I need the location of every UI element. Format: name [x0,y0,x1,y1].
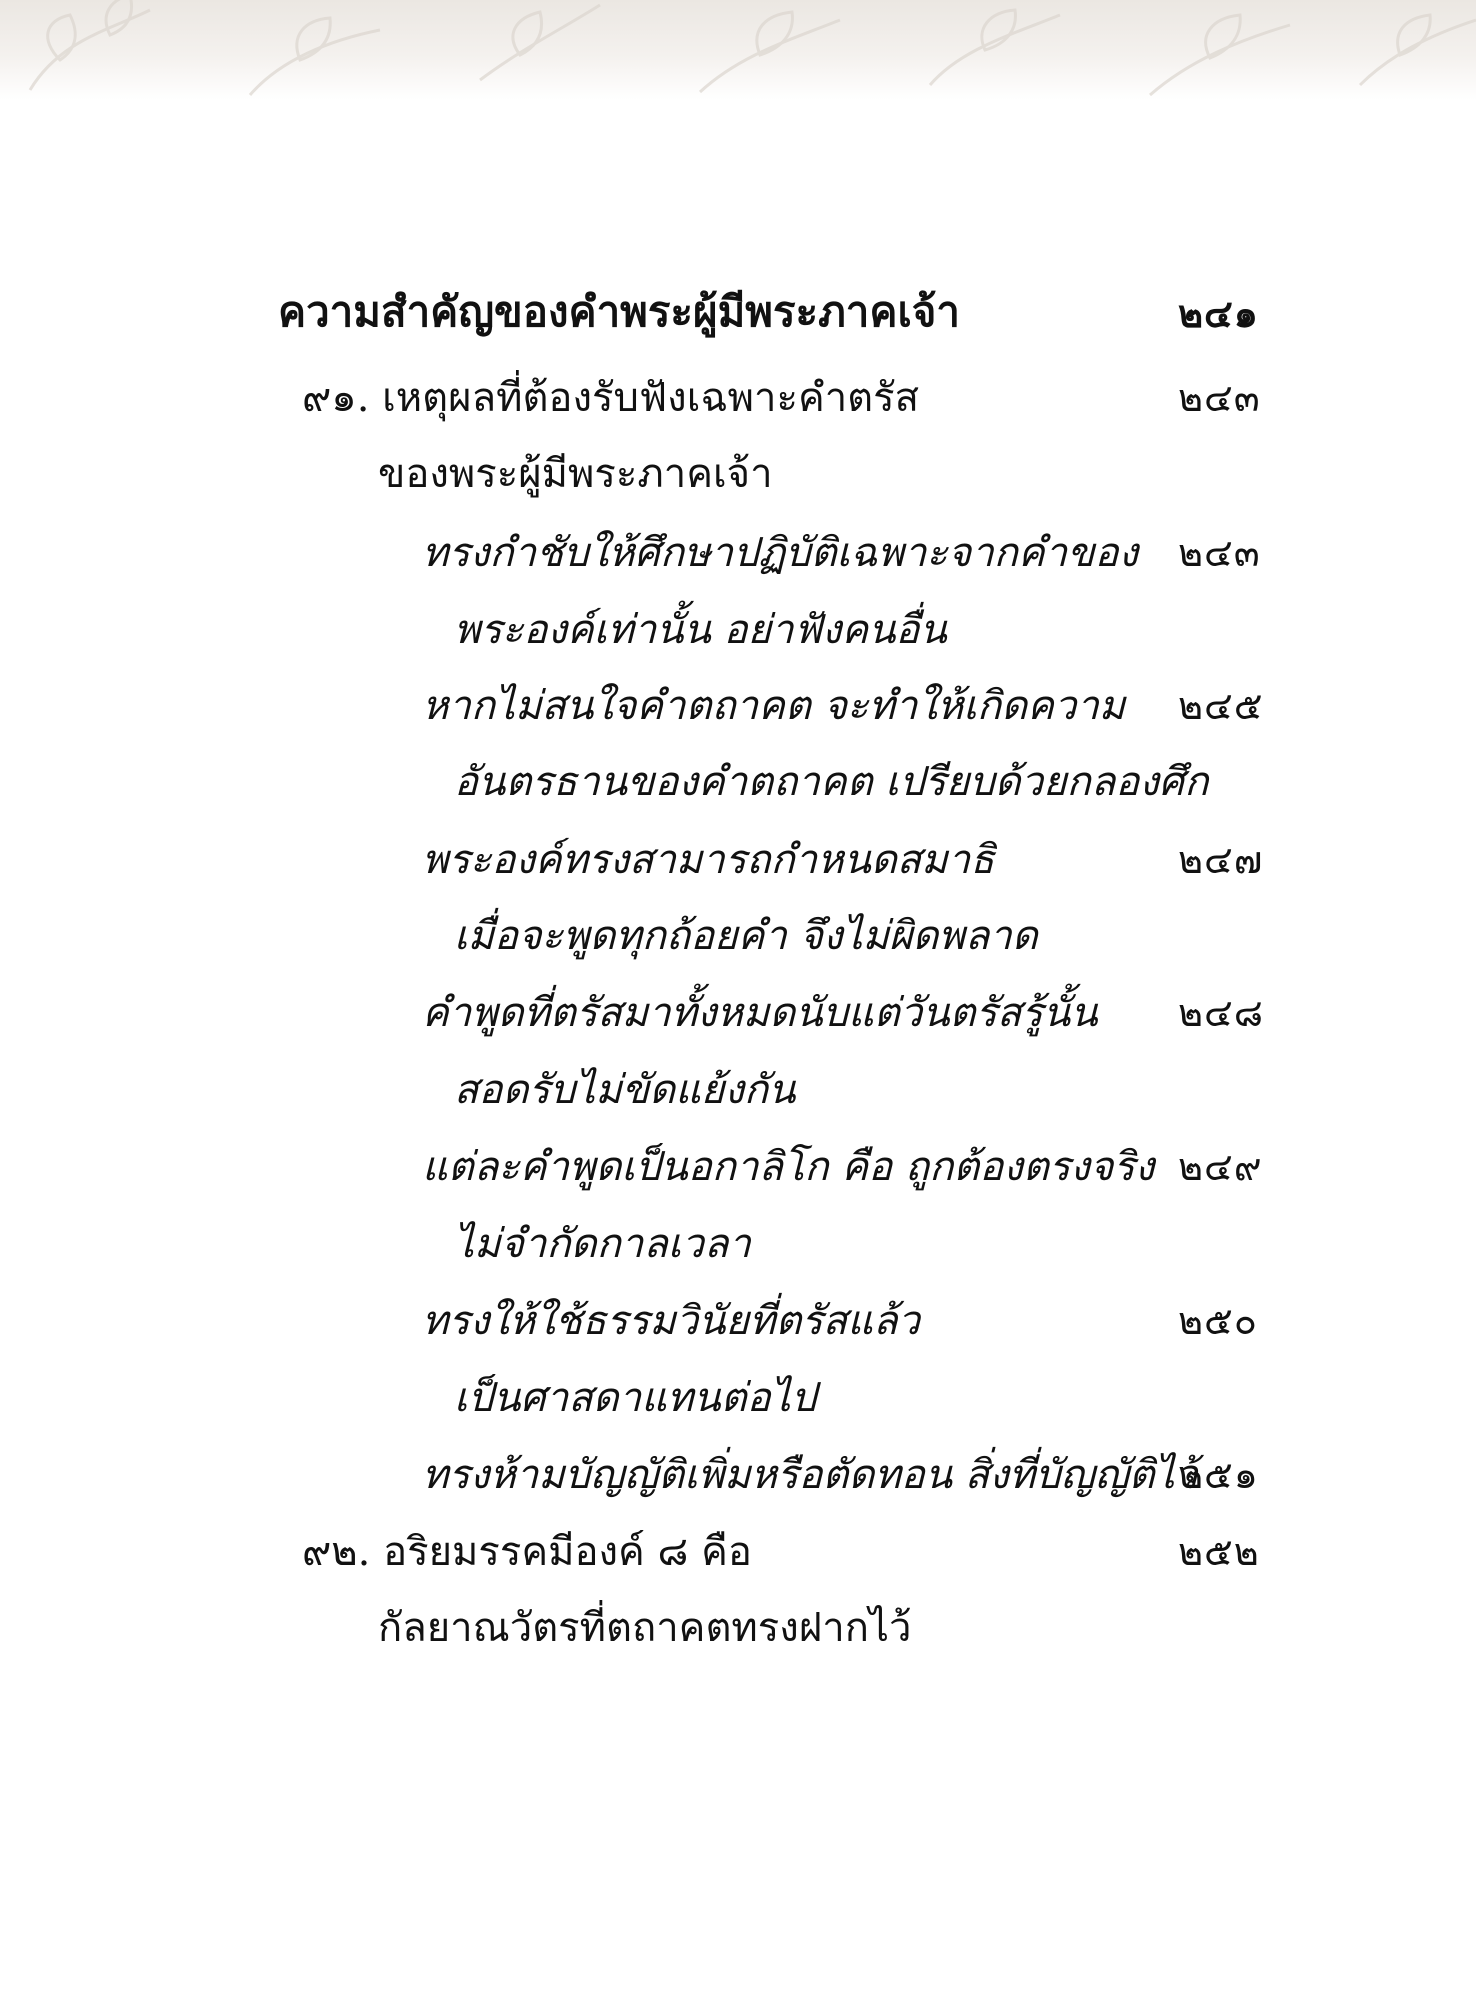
section-92-page: ๒๕๒ [1178,1530,1260,1574]
section-91-title-cont: ของพระผู้มีพระภาคเจ้า [378,451,773,497]
toc-item-7-page: ๒๕๑ [1178,1453,1259,1497]
toc-item-6-cont: เป็นศาสดาแทนต่อไป [454,1375,817,1421]
toc-item-6-page: ๒๕๐ [1178,1299,1259,1343]
section-92-title-cont: กัลยาณวัตรที่ตถาคตทรงฝากไว้ [378,1605,912,1651]
toc-item-7: ทรงห้ามบัญญัติเพิ่มหรือตัดทอน สิ่งที่บัญญัติไว้ [422,1452,1198,1498]
toc-item-5-page: ๒๔๙ [1178,1145,1263,1189]
main-heading: ความสำคัญของคำพระผู้มีพระภาคเจ้า [278,287,960,336]
toc-item-3-cont: เมื่อจะพูดทุกถ้อยคำ จึงไม่ผิดพลาด [454,913,1038,959]
toc-item-1-page: ๒๔๓ [1178,531,1261,575]
toc-item-2: หากไม่สนใจคำตถาคต จะทำให้เกิดความ [422,683,1126,729]
section-92-title: ๙๒. อริยมรรคมีองค์ ๘ คือ [302,1529,752,1575]
toc-item-1: ทรงกำชับให้ศึกษาปฏิบัติเฉพาะจากคำของ [422,530,1139,576]
toc-item-4-page: ๒๔๘ [1178,991,1265,1035]
toc-item-4: คำพูดที่ตรัสมาทั้งหมดนับแต่วันตรัสรู้นั้น [422,990,1098,1036]
toc-item-6: ทรงให้ใช้ธรรมวินัยที่ตรัสแล้ว [422,1298,920,1344]
toc-item-4-cont: สอดรับไม่ขัดแย้งกัน [454,1067,796,1113]
toc-item-5: แต่ละคำพูดเป็นอกาลิโก คือ ถูกต้องตรงจริง [422,1144,1155,1190]
toc-item-3: พระองค์ทรงสามารถกำหนดสมาธิ [422,837,995,883]
toc-item-2-cont: อันตรธานของคำตถาคต เปรียบด้วยกลองศึก [454,759,1209,805]
section-91-title: ๙๑. เหตุผลที่ต้องรับฟังเฉพาะคำตรัส [302,375,920,421]
toc-item-5-cont: ไม่จำกัดกาลเวลา [454,1221,751,1267]
toc-item-2-page: ๒๔๕ [1178,684,1264,728]
section-91-page: ๒๔๓ [1178,376,1261,420]
main-heading-page: ๒๔๑ [1178,291,1259,336]
toc-item-1-cont: พระองค์เท่านั้น อย่าฟังคนอื่น [454,607,947,653]
toc-item-3-page: ๒๔๗ [1178,838,1264,882]
